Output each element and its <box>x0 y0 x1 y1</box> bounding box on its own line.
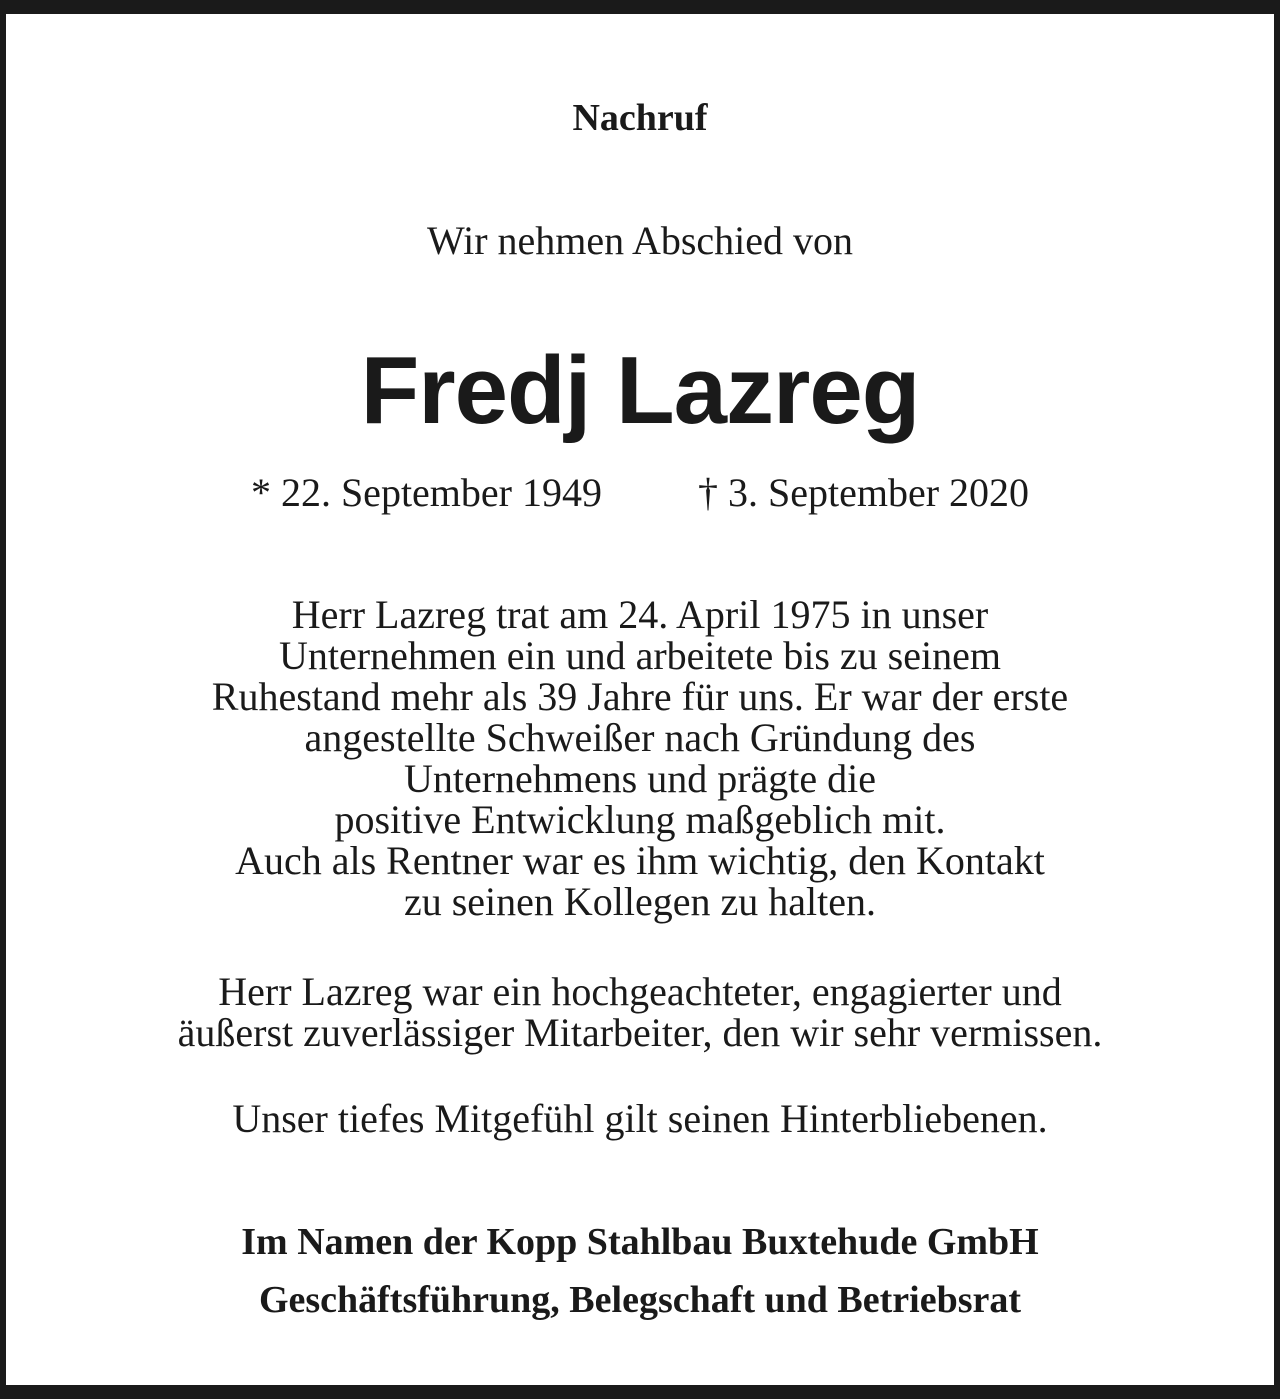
deceased-name: Fredj Lazreg <box>360 337 920 444</box>
paragraph-line: Unternehmen ein und arbeitete bis zu seinem <box>279 633 1001 678</box>
paragraph-line: angestellte Schweißer nach Gründung des <box>304 715 976 760</box>
death-date: † 3. September 2020 <box>698 470 1030 515</box>
paragraph-line: positive Entwicklung maßgeblich mit. <box>334 797 946 842</box>
signature-groups: Geschäftsführung, Belegschaft und Betriebsrat <box>258 1279 1022 1321</box>
paragraph-line: Herr Lazreg trat am 24. April 1975 in unser <box>291 592 989 637</box>
life-dates <box>6 470 1274 516</box>
paragraph-career <box>46 594 1234 922</box>
birth-date: * 22. September 1949 <box>250 470 602 515</box>
intro-line: Wir nehmen Abschied von <box>426 218 854 263</box>
obituary-content <box>6 14 1274 1385</box>
paragraph-line: Unser tiefes Mitgefühl gilt seinen Hinterbliebenen. <box>232 1096 1048 1141</box>
paragraph-line: Ruhestand mehr als 39 Jahre für uns. Er war der erste <box>211 674 1069 719</box>
obituary-heading: Nachruf <box>572 97 708 139</box>
paragraph-line: äußerst zuverlässiger Mitarbeiter, den wir sehr vermissen. <box>177 1010 1103 1055</box>
paragraph-tribute <box>46 971 1234 1053</box>
signature-company: Im Namen der Kopp Stahlbau Buxtehude GmbH <box>241 1221 1039 1263</box>
paragraph-line: Auch als Rentner war es ihm wichtig, den Kontakt <box>235 838 1045 883</box>
paragraph-line: Unternehmens und prägte die <box>403 756 877 801</box>
paragraph-condolence <box>46 1098 1234 1139</box>
paragraph-line: Herr Lazreg war ein hochgeachteter, engagierter und <box>218 969 1062 1014</box>
paragraph-line: zu seinen Kollegen zu halten. <box>403 879 877 924</box>
